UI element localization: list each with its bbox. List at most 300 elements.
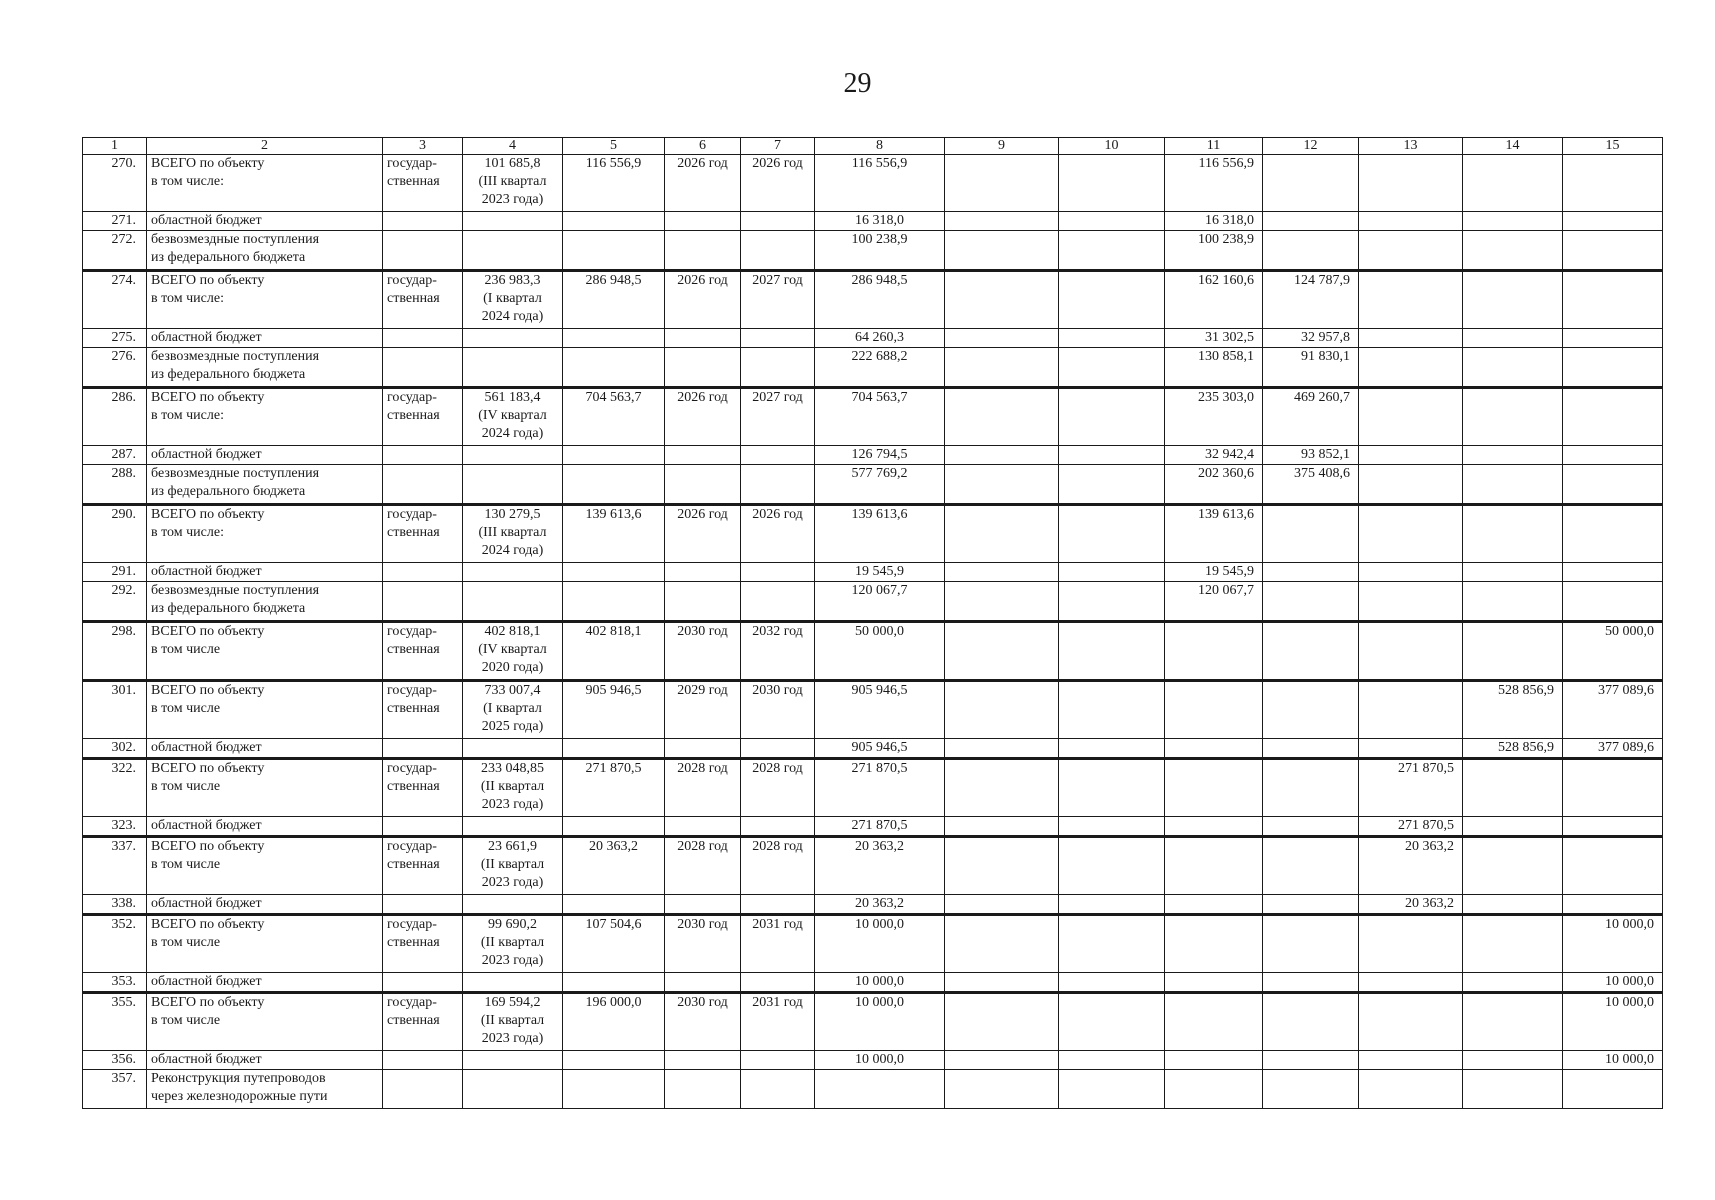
ownership-cell — [383, 895, 463, 915]
funding-year-cell — [1059, 681, 1165, 739]
ownership-cell — [383, 1070, 463, 1109]
row-number-cell: 357. — [83, 1070, 147, 1109]
funding-year-cell — [1463, 973, 1563, 993]
funding-year-cell — [1059, 563, 1165, 582]
object-name-cell — [147, 329, 383, 348]
table-row — [83, 329, 1663, 348]
funding-year-cell — [1263, 1051, 1359, 1070]
start-year-cell — [665, 212, 741, 231]
funding-year-cell — [1059, 271, 1165, 329]
funding-year-cell — [1059, 993, 1165, 1051]
cell-line: безвозмездные поступления — [151, 583, 320, 598]
row-number-cell: 352. — [83, 915, 147, 973]
end-year-cell — [741, 348, 815, 388]
table-row — [83, 1070, 1663, 1109]
estimated-cost-cell — [463, 973, 563, 993]
estimated-cost-cell — [463, 329, 563, 348]
funding-year-cell — [1463, 446, 1563, 465]
estimated-cost-cell — [463, 348, 563, 388]
funding-year-cell — [1463, 271, 1563, 329]
funding-year-cell — [945, 329, 1059, 348]
funding-total-cell: 20 363,2 — [815, 837, 945, 895]
funding-year-cell — [1059, 895, 1165, 915]
cell-line: государ- — [387, 624, 437, 639]
funding-year-cell — [1359, 582, 1463, 622]
funding-year-cell — [1059, 837, 1165, 895]
estimated-cost-cell — [463, 915, 563, 973]
cell-line: областной бюджет — [151, 974, 262, 989]
funding-year-cell — [1059, 348, 1165, 388]
total-cost-cell: 20 363,2 — [563, 837, 665, 895]
funding-year-cell: 528 856,9 — [1463, 681, 1563, 739]
funding-year-cell: 10 000,0 — [1563, 915, 1663, 973]
table-row — [83, 231, 1663, 271]
cell-line: в том числе: — [151, 291, 224, 306]
funding-year-cell — [1563, 1070, 1663, 1109]
funding-year-cell — [1359, 329, 1463, 348]
cell-line: 402 818,1 — [484, 624, 541, 639]
funding-year-cell — [1165, 973, 1263, 993]
funding-year-cell — [1463, 582, 1563, 622]
funding-year-cell: 130 858,1 — [1165, 348, 1263, 388]
end-year-cell: 2030 год — [741, 681, 815, 739]
row-number-cell: 287. — [83, 446, 147, 465]
object-name-cell — [147, 895, 383, 915]
cell-line: государ- — [387, 917, 437, 932]
funding-year-cell — [945, 817, 1059, 837]
ownership-cell — [383, 837, 463, 895]
funding-year-cell — [1563, 759, 1663, 817]
start-year-cell — [665, 739, 741, 759]
start-year-cell: 2026 год — [665, 505, 741, 563]
cell-line: из федерального бюджета — [151, 367, 306, 382]
funding-year-cell — [1359, 465, 1463, 505]
cell-line: областной бюджет — [151, 1052, 262, 1067]
funding-year-cell — [1059, 582, 1165, 622]
funding-year-cell — [1359, 1051, 1463, 1070]
start-year-cell: 2026 год — [665, 271, 741, 329]
funding-year-cell — [1563, 505, 1663, 563]
funding-year-cell — [1165, 817, 1263, 837]
estimated-cost-cell — [463, 155, 563, 212]
funding-year-cell — [1263, 759, 1359, 817]
total-cost-cell — [563, 739, 665, 759]
funding-year-cell — [1263, 622, 1359, 681]
object-name-cell — [147, 739, 383, 759]
funding-year-cell: 10 000,0 — [1563, 973, 1663, 993]
end-year-cell: 2031 год — [741, 993, 815, 1051]
estimated-cost-cell — [463, 759, 563, 817]
cell-line: ственная — [387, 408, 440, 423]
cell-line: безвозмездные поступления — [151, 349, 320, 364]
ownership-cell — [383, 993, 463, 1051]
header-cell: 4 — [463, 138, 563, 155]
estimated-cost-cell — [463, 446, 563, 465]
cell-line: ственная — [387, 174, 440, 189]
funding-year-cell — [1359, 622, 1463, 681]
funding-year-cell — [1463, 329, 1563, 348]
header-cell: 15 — [1563, 138, 1663, 155]
funding-year-cell — [1359, 348, 1463, 388]
header-cell: 13 — [1359, 138, 1463, 155]
cell-line: ВСЕГО по объекту — [151, 273, 265, 288]
object-name-cell — [147, 1070, 383, 1109]
funding-year-cell — [1463, 993, 1563, 1051]
funding-total-cell: 19 545,9 — [815, 563, 945, 582]
cell-line: из федерального бюджета — [151, 250, 306, 265]
cell-line: 236 983,3 — [484, 273, 541, 288]
end-year-cell — [741, 895, 815, 915]
header-cell: 2 — [147, 138, 383, 155]
funding-year-cell — [1165, 739, 1263, 759]
funding-year-cell: 31 302,5 — [1165, 329, 1263, 348]
start-year-cell — [665, 973, 741, 993]
funding-year-cell — [1563, 329, 1663, 348]
cell-line: безвозмездные поступления — [151, 232, 320, 247]
table-row — [83, 582, 1663, 622]
estimated-cost-cell — [463, 1070, 563, 1109]
ownership-cell — [383, 348, 463, 388]
funding-year-cell: 32 957,8 — [1263, 329, 1359, 348]
funding-year-cell — [1563, 388, 1663, 446]
funding-year-cell — [1263, 681, 1359, 739]
table-row — [83, 388, 1663, 446]
funding-year-cell: 377 089,6 — [1563, 681, 1663, 739]
funding-year-cell: 469 260,7 — [1263, 388, 1359, 446]
object-name-cell — [147, 759, 383, 817]
cell-line: государ- — [387, 390, 437, 405]
end-year-cell: 2028 год — [741, 759, 815, 817]
total-cost-cell — [563, 582, 665, 622]
table-row — [83, 348, 1663, 388]
cell-line: (I квартал — [483, 291, 542, 306]
cell-line: государ- — [387, 683, 437, 698]
total-cost-cell: 196 000,0 — [563, 993, 665, 1051]
cell-line: (II квартал — [480, 779, 545, 794]
table-row — [83, 563, 1663, 582]
header-cell: 10 — [1059, 138, 1165, 155]
total-cost-cell: 286 948,5 — [563, 271, 665, 329]
cell-line: ственная — [387, 642, 440, 657]
start-year-cell: 2028 год — [665, 759, 741, 817]
header-cell: 11 — [1165, 138, 1263, 155]
funding-total-cell: 20 363,2 — [815, 895, 945, 915]
funding-year-cell: 93 852,1 — [1263, 446, 1359, 465]
funding-year-cell — [1463, 895, 1563, 915]
cell-line: 2023 года) — [481, 875, 544, 890]
funding-total-cell: 10 000,0 — [815, 993, 945, 1051]
cell-line: (IV квартал — [478, 642, 547, 657]
cell-line: ВСЕГО по объекту — [151, 624, 265, 639]
table-row — [83, 759, 1663, 817]
funding-total-cell: 271 870,5 — [815, 759, 945, 817]
funding-year-cell: 100 238,9 — [1165, 231, 1263, 271]
object-name-cell — [147, 973, 383, 993]
funding-year-cell — [1563, 212, 1663, 231]
ownership-cell — [383, 1051, 463, 1070]
table-row — [83, 973, 1663, 993]
funding-year-cell — [1359, 505, 1463, 563]
total-cost-cell — [563, 348, 665, 388]
funding-year-cell — [1463, 505, 1563, 563]
page-number: 29 — [843, 68, 872, 99]
header-cell: 7 — [741, 138, 815, 155]
funding-year-cell — [1463, 915, 1563, 973]
funding-year-cell — [1059, 212, 1165, 231]
funding-year-cell — [945, 681, 1059, 739]
funding-year-cell — [1359, 739, 1463, 759]
cell-line: ственная — [387, 935, 440, 950]
estimated-cost-cell — [463, 895, 563, 915]
object-name-cell — [147, 465, 383, 505]
cell-line: 99 690,2 — [488, 917, 537, 932]
funding-year-cell — [1563, 348, 1663, 388]
estimated-cost-cell — [463, 231, 563, 271]
row-number-cell: 353. — [83, 973, 147, 993]
funding-year-cell — [1059, 1051, 1165, 1070]
estimated-cost-cell — [463, 505, 563, 563]
funding-year-cell: 139 613,6 — [1165, 505, 1263, 563]
total-cost-cell: 271 870,5 — [563, 759, 665, 817]
cell-line: ственная — [387, 857, 440, 872]
funding-year-cell — [1463, 759, 1563, 817]
funding-year-cell — [945, 505, 1059, 563]
object-name-cell — [147, 231, 383, 271]
estimated-cost-cell — [463, 622, 563, 681]
header-cell: 12 — [1263, 138, 1359, 155]
funding-year-cell — [945, 446, 1059, 465]
start-year-cell: 2026 год — [665, 155, 741, 212]
ownership-cell — [383, 563, 463, 582]
total-cost-cell: 905 946,5 — [563, 681, 665, 739]
cell-line: в том числе — [151, 642, 221, 657]
table-row — [83, 465, 1663, 505]
funding-year-cell — [1059, 446, 1165, 465]
cell-line: ственная — [387, 291, 440, 306]
cell-line: государ- — [387, 761, 437, 776]
start-year-cell: 2030 год — [665, 993, 741, 1051]
end-year-cell — [741, 817, 815, 837]
row-number-cell: 290. — [83, 505, 147, 563]
object-name-cell — [147, 993, 383, 1051]
funding-year-cell — [1263, 212, 1359, 231]
funding-year-cell — [1059, 759, 1165, 817]
object-name-cell — [147, 817, 383, 837]
object-name-cell — [147, 348, 383, 388]
cell-line: из федерального бюджета — [151, 484, 306, 499]
funding-year-cell — [1359, 563, 1463, 582]
object-name-cell — [147, 271, 383, 329]
ownership-cell — [383, 915, 463, 973]
funding-total-cell: 286 948,5 — [815, 271, 945, 329]
header-row — [83, 138, 1663, 155]
funding-year-cell — [945, 563, 1059, 582]
funding-total-cell: 16 318,0 — [815, 212, 945, 231]
cell-line: 130 279,5 — [484, 507, 541, 522]
funding-year-cell: 124 787,9 — [1263, 271, 1359, 329]
start-year-cell: 2030 год — [665, 622, 741, 681]
funding-year-cell — [1263, 993, 1359, 1051]
funding-year-cell — [945, 155, 1059, 212]
funding-year-cell — [1563, 837, 1663, 895]
total-cost-cell — [563, 231, 665, 271]
funding-year-cell — [945, 895, 1059, 915]
cell-line: в том числе — [151, 779, 221, 794]
table-row — [83, 837, 1663, 895]
cell-line: через железнодорожные пути — [151, 1089, 328, 1104]
funding-year-cell: 50 000,0 — [1563, 622, 1663, 681]
table-row — [83, 446, 1663, 465]
funding-year-cell — [1263, 231, 1359, 271]
funding-total-cell — [815, 1070, 945, 1109]
end-year-cell — [741, 1070, 815, 1109]
cell-line: Реконструкция путепроводов — [151, 1071, 326, 1086]
object-name-cell — [147, 446, 383, 465]
cell-line: ВСЕГО по объекту — [151, 156, 265, 171]
cell-line: государ- — [387, 995, 437, 1010]
funding-year-cell: 91 830,1 — [1263, 348, 1359, 388]
end-year-cell: 2027 год — [741, 388, 815, 446]
funding-year-cell — [1059, 388, 1165, 446]
cell-line: в том числе: — [151, 525, 224, 540]
funding-year-cell — [1263, 582, 1359, 622]
cell-line: (I квартал — [483, 701, 542, 716]
funding-year-cell — [1263, 973, 1359, 993]
funding-year-cell — [1263, 837, 1359, 895]
estimated-cost-cell — [463, 1051, 563, 1070]
header-cell: 5 — [563, 138, 665, 155]
cell-line: (IV квартал — [478, 408, 547, 423]
end-year-cell: 2026 год — [741, 505, 815, 563]
start-year-cell — [665, 465, 741, 505]
ownership-cell — [383, 271, 463, 329]
start-year-cell — [665, 563, 741, 582]
funding-year-cell — [945, 388, 1059, 446]
cell-line: 2025 года) — [481, 719, 544, 734]
row-number-cell: 323. — [83, 817, 147, 837]
cell-line: государ- — [387, 273, 437, 288]
funding-year-cell: 162 160,6 — [1165, 271, 1263, 329]
funding-year-cell — [1059, 505, 1165, 563]
funding-year-cell: 20 363,2 — [1359, 895, 1463, 915]
funding-year-cell: 271 870,5 — [1359, 817, 1463, 837]
funding-year-cell — [1563, 817, 1663, 837]
cell-line: ВСЕГО по объекту — [151, 507, 265, 522]
cell-line: областной бюджет — [151, 447, 262, 462]
funding-year-cell — [945, 465, 1059, 505]
cell-line: в том числе: — [151, 408, 224, 423]
cell-line: ственная — [387, 1013, 440, 1028]
total-cost-cell — [563, 465, 665, 505]
start-year-cell: 2030 год — [665, 915, 741, 973]
funding-year-cell — [1463, 388, 1563, 446]
end-year-cell: 2026 год — [741, 155, 815, 212]
funding-year-cell — [1463, 155, 1563, 212]
funding-year-cell: 116 556,9 — [1165, 155, 1263, 212]
funding-total-cell: 10 000,0 — [815, 1051, 945, 1070]
row-number-cell: 322. — [83, 759, 147, 817]
cell-line: в том числе — [151, 935, 221, 950]
funding-year-cell — [1359, 993, 1463, 1051]
cell-line: государ- — [387, 507, 437, 522]
start-year-cell — [665, 329, 741, 348]
funding-year-cell — [1359, 446, 1463, 465]
table-row — [83, 895, 1663, 915]
cell-line: 2020 года) — [481, 660, 544, 675]
table-row — [83, 622, 1663, 681]
cell-line: (III квартал — [478, 174, 547, 189]
start-year-cell — [665, 895, 741, 915]
cell-line: в том числе — [151, 701, 221, 716]
table-row — [83, 271, 1663, 329]
object-name-cell — [147, 388, 383, 446]
cell-line: областной бюджет — [151, 213, 262, 228]
funding-year-cell — [1165, 622, 1263, 681]
funding-year-cell — [945, 993, 1059, 1051]
funding-total-cell: 116 556,9 — [815, 155, 945, 212]
funding-year-cell — [1359, 973, 1463, 993]
cell-line: 2023 года) — [481, 797, 544, 812]
cell-line: 2024 года) — [481, 309, 544, 324]
total-cost-cell — [563, 563, 665, 582]
ownership-cell — [383, 465, 463, 505]
funding-year-cell — [945, 271, 1059, 329]
funding-year-cell — [1359, 1070, 1463, 1109]
funding-year-cell — [1463, 348, 1563, 388]
ownership-cell — [383, 739, 463, 759]
header-cell: 8 — [815, 138, 945, 155]
estimated-cost-cell — [463, 563, 563, 582]
funding-year-cell: 16 318,0 — [1165, 212, 1263, 231]
funding-year-cell: 202 360,6 — [1165, 465, 1263, 505]
cell-line: 169 594,2 — [484, 995, 541, 1010]
cell-line: 733 007,4 — [484, 683, 541, 698]
end-year-cell: 2028 год — [741, 837, 815, 895]
ownership-cell — [383, 212, 463, 231]
row-number-cell: 272. — [83, 231, 147, 271]
funding-year-cell — [1359, 155, 1463, 212]
funding-year-cell — [1563, 271, 1663, 329]
estimated-cost-cell — [463, 465, 563, 505]
cell-line: ВСЕГО по объекту — [151, 390, 265, 405]
funding-year-cell — [945, 739, 1059, 759]
row-number-cell: 337. — [83, 837, 147, 895]
table-row — [83, 212, 1663, 231]
total-cost-cell: 704 563,7 — [563, 388, 665, 446]
estimated-cost-cell — [463, 817, 563, 837]
end-year-cell — [741, 739, 815, 759]
header-cell: 1 — [83, 138, 147, 155]
object-name-cell — [147, 837, 383, 895]
cell-line: в том числе — [151, 857, 221, 872]
estimated-cost-cell — [463, 388, 563, 446]
funding-year-cell — [1059, 155, 1165, 212]
end-year-cell — [741, 446, 815, 465]
funding-year-cell — [1563, 465, 1663, 505]
cell-line: ВСЕГО по объекту — [151, 683, 265, 698]
row-number-cell: 276. — [83, 348, 147, 388]
funding-year-cell — [1059, 817, 1165, 837]
funding-total-cell: 271 870,5 — [815, 817, 945, 837]
end-year-cell: 2032 год — [741, 622, 815, 681]
table-row — [83, 739, 1663, 759]
start-year-cell — [665, 582, 741, 622]
end-year-cell: 2031 год — [741, 915, 815, 973]
funding-year-cell — [1059, 915, 1165, 973]
funding-year-cell: 20 363,2 — [1359, 837, 1463, 895]
funding-year-cell — [1263, 817, 1359, 837]
estimated-cost-cell — [463, 739, 563, 759]
